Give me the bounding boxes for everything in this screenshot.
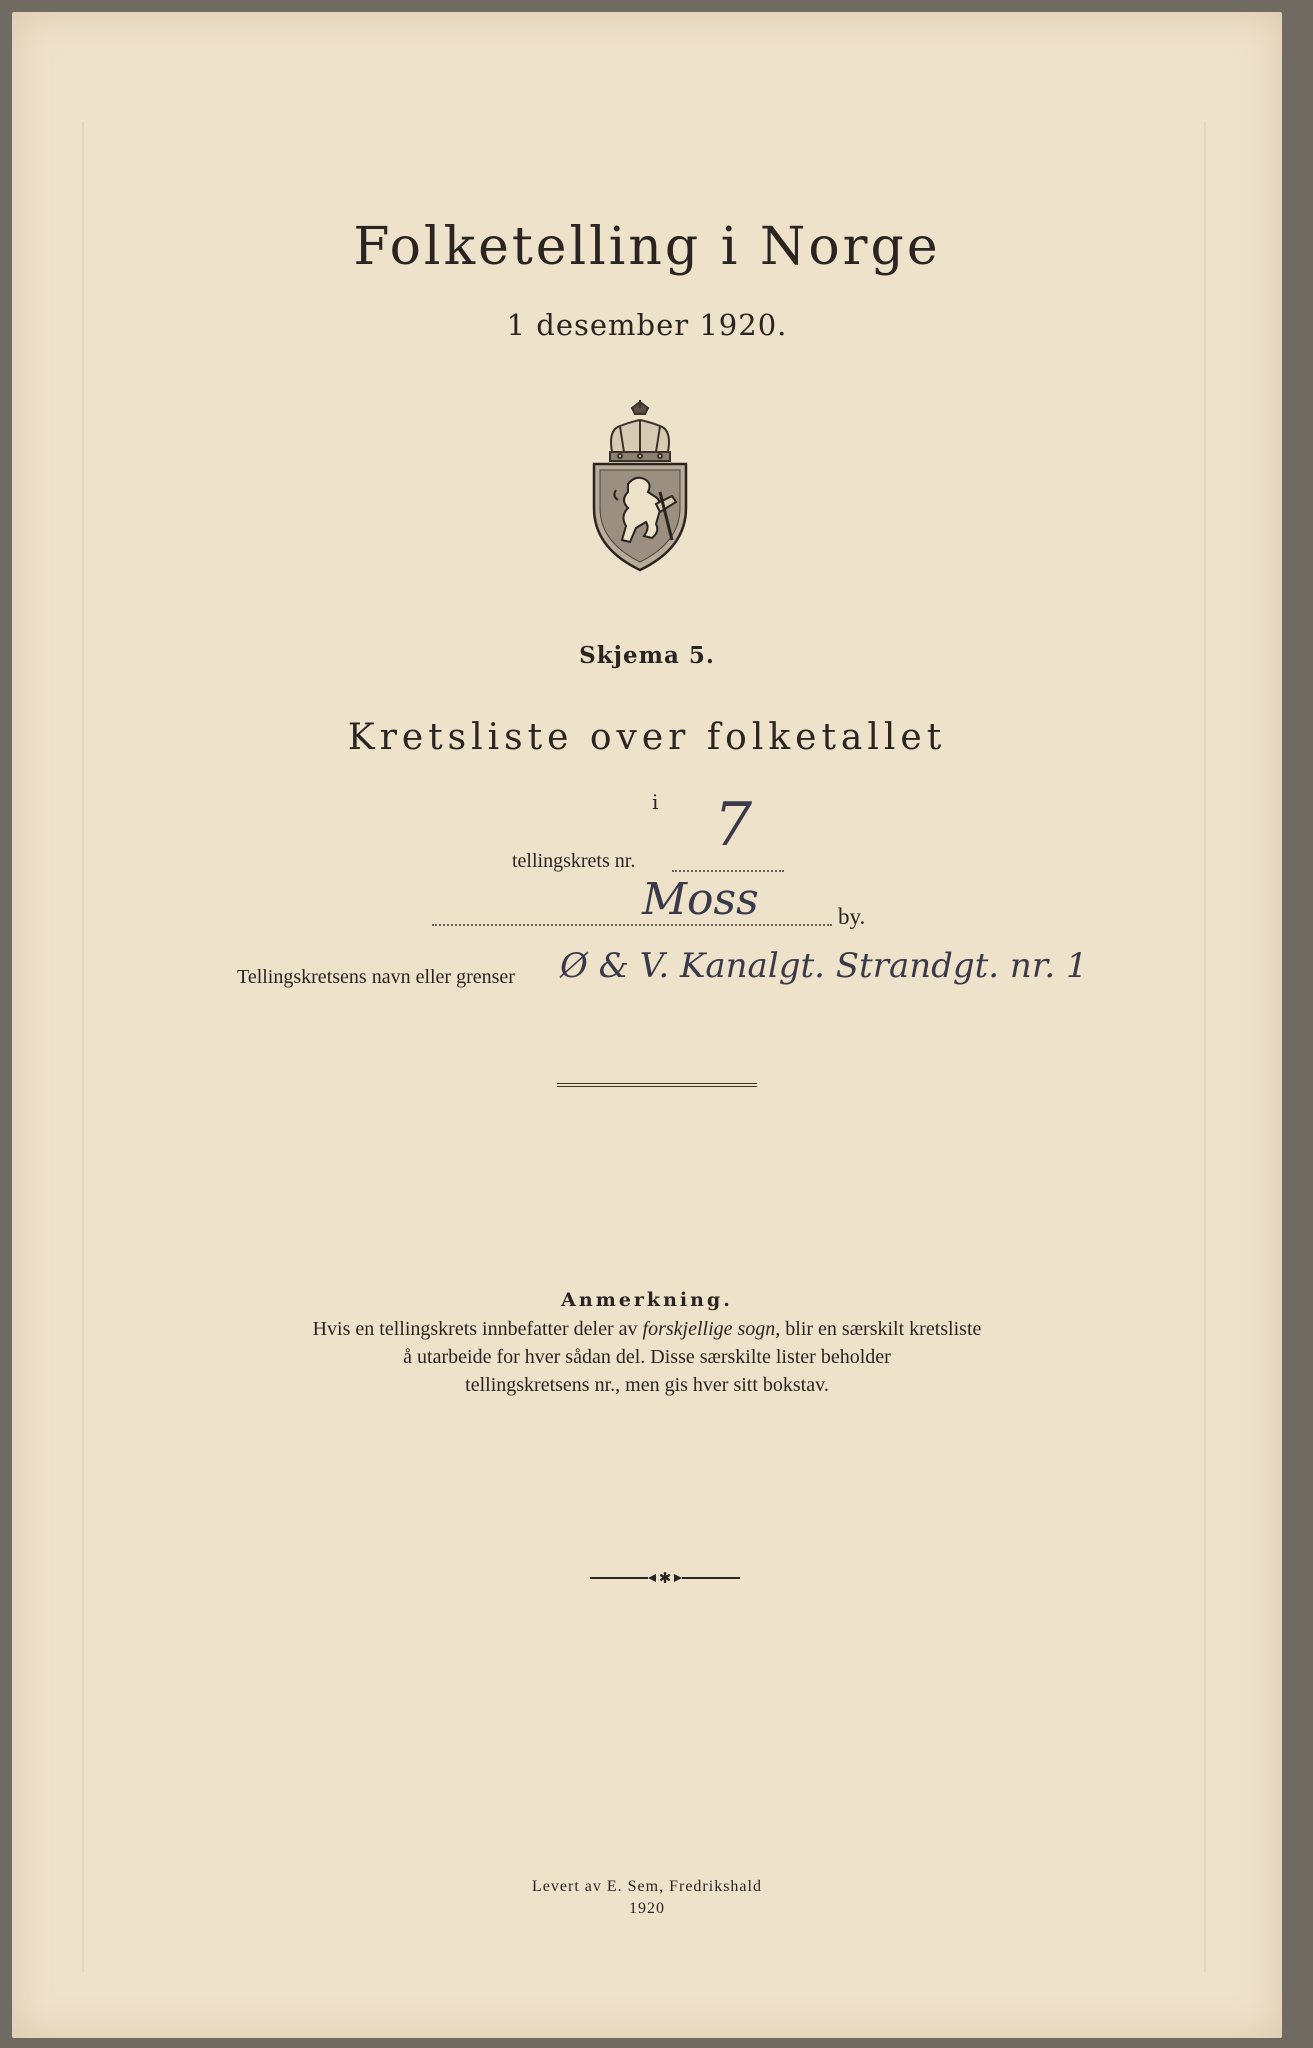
note-line-3: tellingskretsens nr., men gis hver sitt bokstav. [465,1374,829,1396]
note-line-2: å utarbeide for hver sådan del. Disse særskilte lister beholder [403,1346,891,1368]
district-number-field[interactable]: 7 [714,790,753,860]
note-title: Anmerkning. [561,1289,733,1311]
printer-credit: Levert av E. Sem, Fredrikshald [532,1878,762,1895]
norwegian-coat-of-arms-icon [590,400,690,572]
town-line [432,924,832,926]
town-field[interactable]: Moss [642,874,759,925]
form-heading: Kretsliste over folketallet [347,717,947,758]
town-suffix: by. [838,904,866,929]
ornament-divider-icon [590,1568,740,1588]
census-form-page [12,12,1282,2038]
boundaries-label: Tellingskretsens navn eller grenser [237,966,515,988]
district-label: tellingskrets nr. [512,850,636,872]
divider-rule [557,1083,757,1087]
census-date: 1 desember 1920. [506,308,788,342]
note-line-1: Hvis en tellingskrets innbefatter deler av forskjellige sogn, blir en særskilt kretsliste [312,1318,982,1340]
schema-number: Skjema 5. [579,642,715,669]
district-number-line [672,870,784,872]
printer-year: 1920 [629,1900,665,1917]
boundaries-field[interactable]: Ø & V. Kanalgt. Strandgt. nr. 1 [560,946,1088,986]
page-title: Folketelling i Norge [353,217,941,277]
in-label: i [652,790,659,814]
svg-text:✱: ✱ [658,1569,672,1587]
